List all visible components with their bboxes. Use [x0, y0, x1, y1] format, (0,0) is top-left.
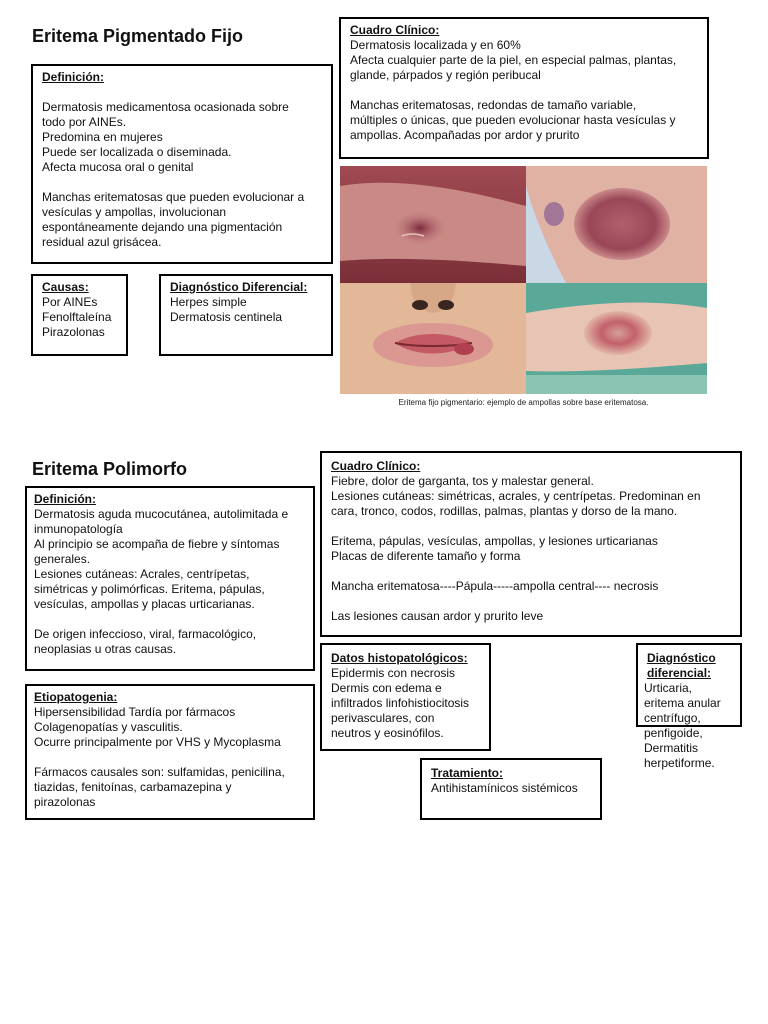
- photo-arm-lesion: [526, 283, 707, 394]
- text-line: Fenolftaleína: [42, 310, 112, 324]
- text-line: Eritema, pápulas, vesículas, ampollas, y lesiones urticarianas: [331, 534, 658, 548]
- section1-cuadro-box: [339, 17, 709, 159]
- section2-definicion-text: [34, 507, 306, 657]
- text-line: Al principio se acompaña de fiebre y síntomas: [34, 537, 280, 551]
- section2-diagnostico-text-overflow: [644, 681, 721, 771]
- photo-caption: Eritema fijo pigmentario: ejemplo de ampollas sobre base eritematosa.: [398, 398, 649, 407]
- text-line: glande, párpados y región peribucal: [350, 68, 541, 82]
- section2-cuadro-box: [320, 451, 742, 637]
- blank-line: [42, 175, 324, 190]
- section1-definicion-box: [31, 64, 333, 264]
- text-line: Mancha eritematosa----Pápula-----ampolla central---- necrosis: [331, 579, 659, 593]
- section2-etiopatogenia-box: [25, 684, 315, 820]
- section2-histopatologia-header: Datos histopatológicos:: [331, 651, 468, 665]
- text-line: centrífugo,: [644, 711, 701, 725]
- text-line: Dermatosis aguda mucocutánea, autolimitada e: [34, 507, 289, 521]
- text-line: Dermatosis medicamentosa ocasionada sobre: [42, 100, 289, 114]
- text-line: espontáneamente dejando una pigmentación: [42, 220, 283, 234]
- text-line: Dermatosis localizada y en 60%: [350, 38, 521, 52]
- text-line: Hipersensibilidad Tardía por fármacos: [34, 705, 236, 719]
- photo-lip-lesion: [340, 283, 526, 394]
- text-line: vesículas, ampollas y placas urticarianas.: [34, 597, 255, 611]
- section2-etiopatogenia-text: [34, 705, 306, 810]
- text-line: Lesiones cutáneas: Acrales, centrípetas,: [34, 567, 250, 581]
- blank-line: [331, 594, 733, 609]
- text-line: simétricas y polimórficas. Eritema, pápulas,: [34, 582, 265, 596]
- text-line: Lesiones cutáneas: simétricas, acrales, y centrípetas. Predominan en: [331, 489, 701, 503]
- text-line: todo por AINEs.: [42, 115, 127, 129]
- blank-line: [350, 83, 700, 98]
- text-line: Manchas eritematosas que pueden evolucionar a: [42, 190, 305, 204]
- text-line: múltiples o únicas, que pueden evolucionar hasta vesículas y: [350, 113, 676, 127]
- text-line: De origen infeccioso, viral, farmacológico,: [34, 627, 257, 641]
- text-line: infiltrados linfohistiocitosis: [331, 696, 470, 710]
- section1-diagnostico-box: [159, 274, 333, 356]
- text-line: Dermatosis centinela: [170, 310, 283, 324]
- text-line: herpetiforme.: [644, 756, 715, 770]
- text-line: residual azul grisácea.: [42, 235, 162, 249]
- text-line: Afecta cualquier parte de la piel, en especial palmas, plantas,: [350, 53, 677, 67]
- text-line: Fiebre, dolor de garganta, tos y malestar general.: [331, 474, 594, 488]
- text-line: neoplasias u otras causas.: [34, 642, 177, 656]
- text-line: Epidermis con necrosis: [331, 666, 456, 680]
- section2-diagnostico-text: [644, 681, 721, 771]
- section1-cuadro-header: Cuadro Clínico:: [350, 23, 440, 37]
- blank-line: [42, 85, 324, 100]
- text-line: Manchas eritematosas, redondas de tamaño variable,: [350, 98, 637, 112]
- text-line: vesículas y ampollas, involucionan: [42, 205, 227, 219]
- text-line: penfigoide,: [644, 726, 703, 740]
- section2-tratamiento-text: [431, 781, 593, 796]
- text-line: pirazolonas: [34, 795, 96, 809]
- section2-histopatologia-text: [331, 666, 482, 741]
- section2-tratamiento-box: [420, 758, 602, 820]
- text-line: Dermatitis: [644, 741, 699, 755]
- text-line: perivasculares, con: [331, 711, 435, 725]
- text-line: cara, tronco, codos, rodillas, palmas, plantas y dorso de la mano.: [331, 504, 678, 518]
- photo-forearm-lesion: [340, 166, 526, 283]
- text-line: Dermis con edema e: [331, 681, 442, 695]
- section2-histopatologia-box: [320, 643, 491, 751]
- text-line: Colagenopatías y vasculitis.: [34, 720, 183, 734]
- text-line: Pirazolonas: [42, 325, 105, 339]
- blank-line: [331, 564, 733, 579]
- text-line: Antihistamínicos sistémicos: [431, 781, 578, 795]
- section2-definicion-box: [25, 486, 315, 671]
- section1-title: Eritema Pigmentado Fijo: [32, 26, 244, 46]
- text-line: Afecta mucosa oral o genital: [42, 160, 194, 174]
- section2-title: Eritema Polimorfo: [32, 459, 188, 479]
- section2-cuadro-text: [331, 474, 733, 624]
- section1-diagnostico-header: Diagnóstico Diferencial:: [170, 280, 308, 294]
- section2-definicion-header: Definición:: [34, 492, 96, 506]
- text-line: Las lesiones causan ardor y prurito leve: [331, 609, 544, 623]
- blank-line: [34, 612, 306, 627]
- section1-definicion-text: [42, 85, 324, 250]
- text-line: Fármacos causales son: sulfamidas, penicilina,: [34, 765, 285, 779]
- text-line: Ocurre principalmente por VHS y Mycoplasma: [34, 735, 281, 749]
- text-line: Placas de diferente tamaño y forma: [331, 549, 521, 563]
- section1-diagnostico-text: [170, 295, 324, 325]
- text-line: Diagnóstico: [647, 651, 716, 665]
- text-line: inmunopatología: [34, 522, 123, 536]
- section1-causas-text: [42, 295, 119, 340]
- text-line: Herpes simple: [170, 295, 247, 309]
- photo-leg-plaque: [526, 166, 707, 283]
- text-line: Predomina en mujeres: [42, 130, 163, 144]
- text-line: Puede ser localizada o diseminada.: [42, 145, 232, 159]
- section1-cuadro-text: [350, 38, 700, 143]
- section1-causas-header: Causas:: [42, 280, 89, 294]
- blank-line: [34, 750, 306, 765]
- text-line: ampollas. Acompañadas por ardor y prurito: [350, 128, 580, 142]
- text-line: neutros y eosinófilos.: [331, 726, 444, 740]
- text-line: generales.: [34, 552, 91, 566]
- blank-line: [331, 519, 733, 534]
- text-line: tiazidas, fenitoínas, carbamazepina y: [34, 780, 232, 794]
- text-line: Por AINEs: [42, 295, 98, 309]
- clinical-photo-collage: [340, 166, 707, 394]
- text-line: diferencial:: [647, 666, 712, 680]
- section2-cuadro-header: Cuadro Clínico:: [331, 459, 421, 473]
- section2-tratamiento-header: Tratamiento:: [431, 766, 504, 780]
- section1-causas-box: [31, 274, 128, 356]
- text-line: eritema anular: [644, 696, 721, 710]
- text-line: Urticaria,: [644, 681, 693, 695]
- section2-etiopatogenia-header: Etiopatogenia:: [34, 690, 118, 704]
- section2-diagnostico-header: [647, 651, 733, 681]
- section1-definicion-header: Definición:: [42, 70, 104, 84]
